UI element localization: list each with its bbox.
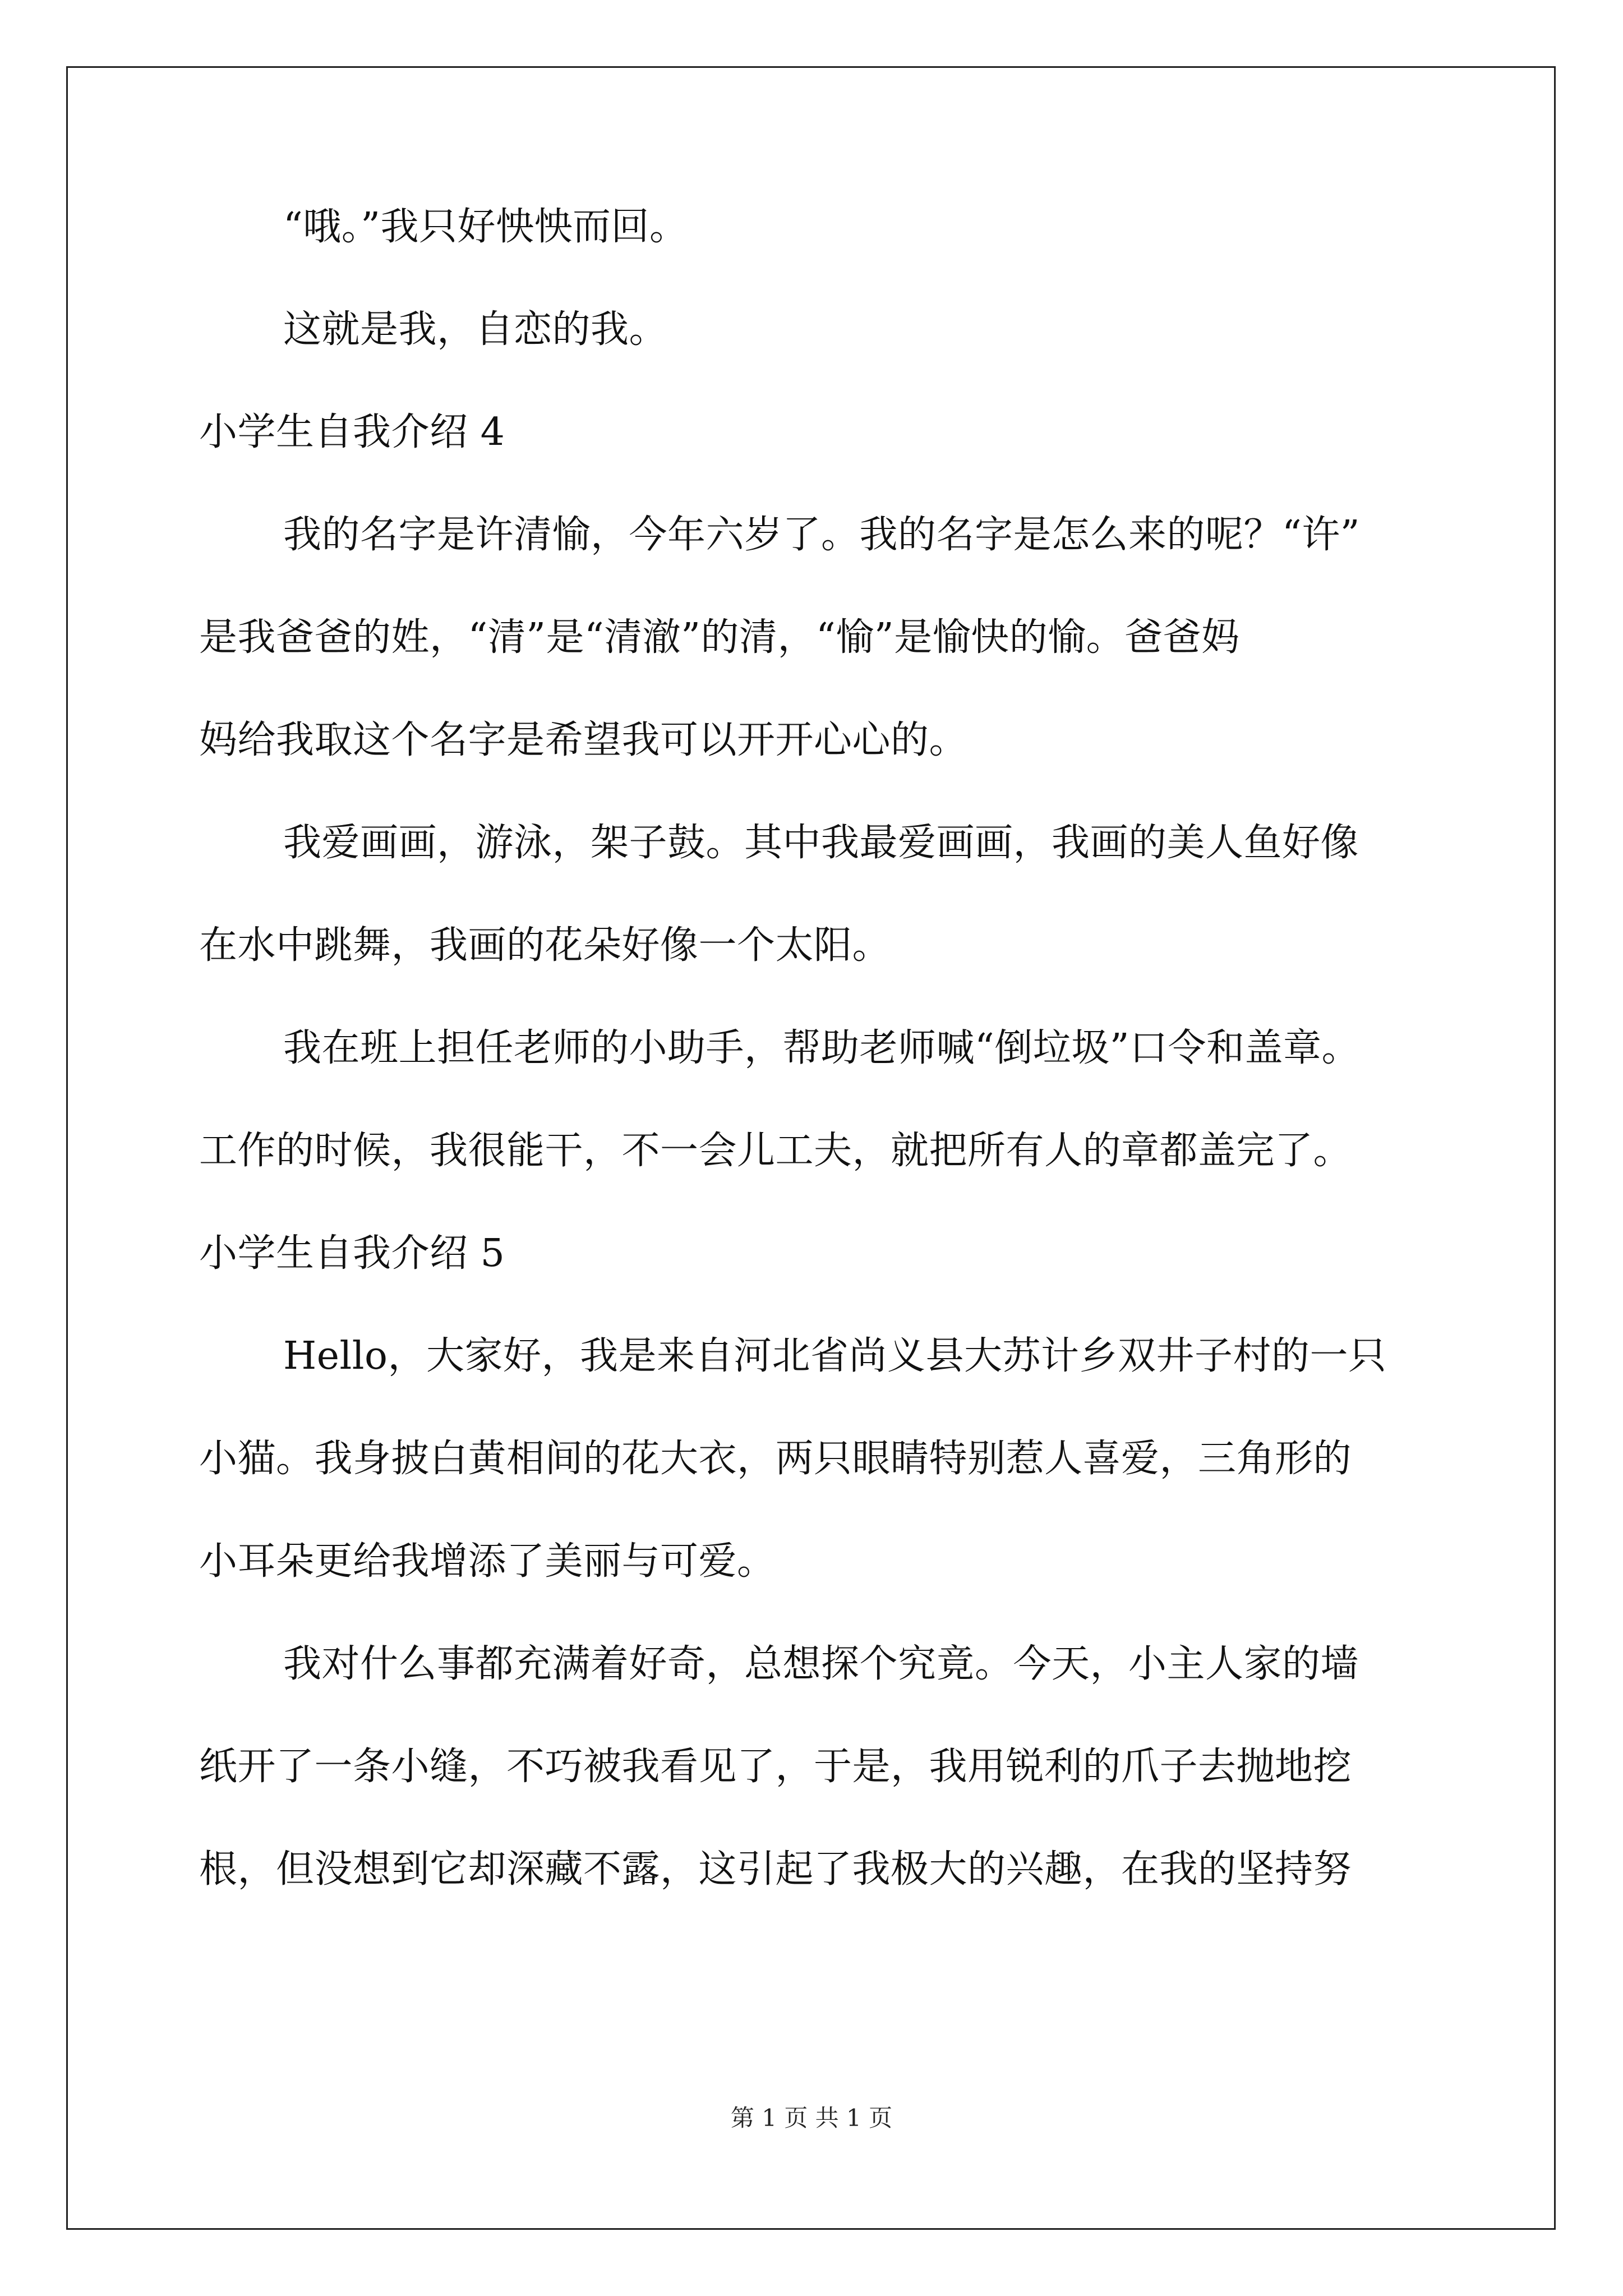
paragraph-line: 根，但没想到它却深藏不露，这引起了我极大的兴趣，在我的坚持努 xyxy=(199,1847,1352,1892)
paragraph-line: 工作的时候，我很能干，不一会儿工夫，就把所有人的章都盖完了。 xyxy=(199,1129,1352,1173)
paragraph-line: 我对什么事都充满着好奇，总想探个究竟。今天，小主人家的墙 xyxy=(283,1642,1359,1686)
paragraph-line: 妈给我取这个名字是希望我可以开开心心的。 xyxy=(199,718,968,762)
paragraph-line: 小猫。我身披白黄相间的花大衣，两只眼睛特别惹人喜爱，三角形的 xyxy=(199,1437,1352,1481)
paragraph-line: “哦。”我只好怏怏而回。 xyxy=(283,205,688,249)
paragraph-line: 我在班上担任老师的小助手，帮助老师喊“倒垃圾”口令和盖章。 xyxy=(283,1026,1361,1070)
paragraph-line: 在水中跳舞，我画的花朵好像一个太阳。 xyxy=(199,923,891,968)
paragraph-line: 我的名字是许清愉，今年六岁了。我的名字是怎么来的呢？“许” xyxy=(283,513,1361,557)
paragraph-line: 小耳朵更给我增添了美丽与可爱。 xyxy=(199,1539,776,1584)
section-heading: 小学生自我介绍 4 xyxy=(199,410,505,454)
paragraph-line: 这就是我，自恋的我。 xyxy=(283,307,668,352)
paragraph-line: 是我爸爸的姓，“清”是“清澈”的清，“愉”是愉快的愉。爸爸妈 xyxy=(199,615,1240,660)
paragraph-line: Hello，大家好，我是来自河北省尚义县大苏计乡双井子村的一只 xyxy=(283,1334,1387,1378)
page-footer: 第 1 页 共 1 页 xyxy=(730,2104,893,2132)
paragraph-line: 纸开了一条小缝，不巧被我看见了，于是，我用锐利的爪子去抛地挖 xyxy=(199,1745,1352,1789)
section-heading: 小学生自我介绍 5 xyxy=(199,1231,505,1276)
paragraph-line: 我爱画画，游泳，架子鼓。其中我最爱画画，我画的美人鱼好像 xyxy=(283,821,1359,865)
